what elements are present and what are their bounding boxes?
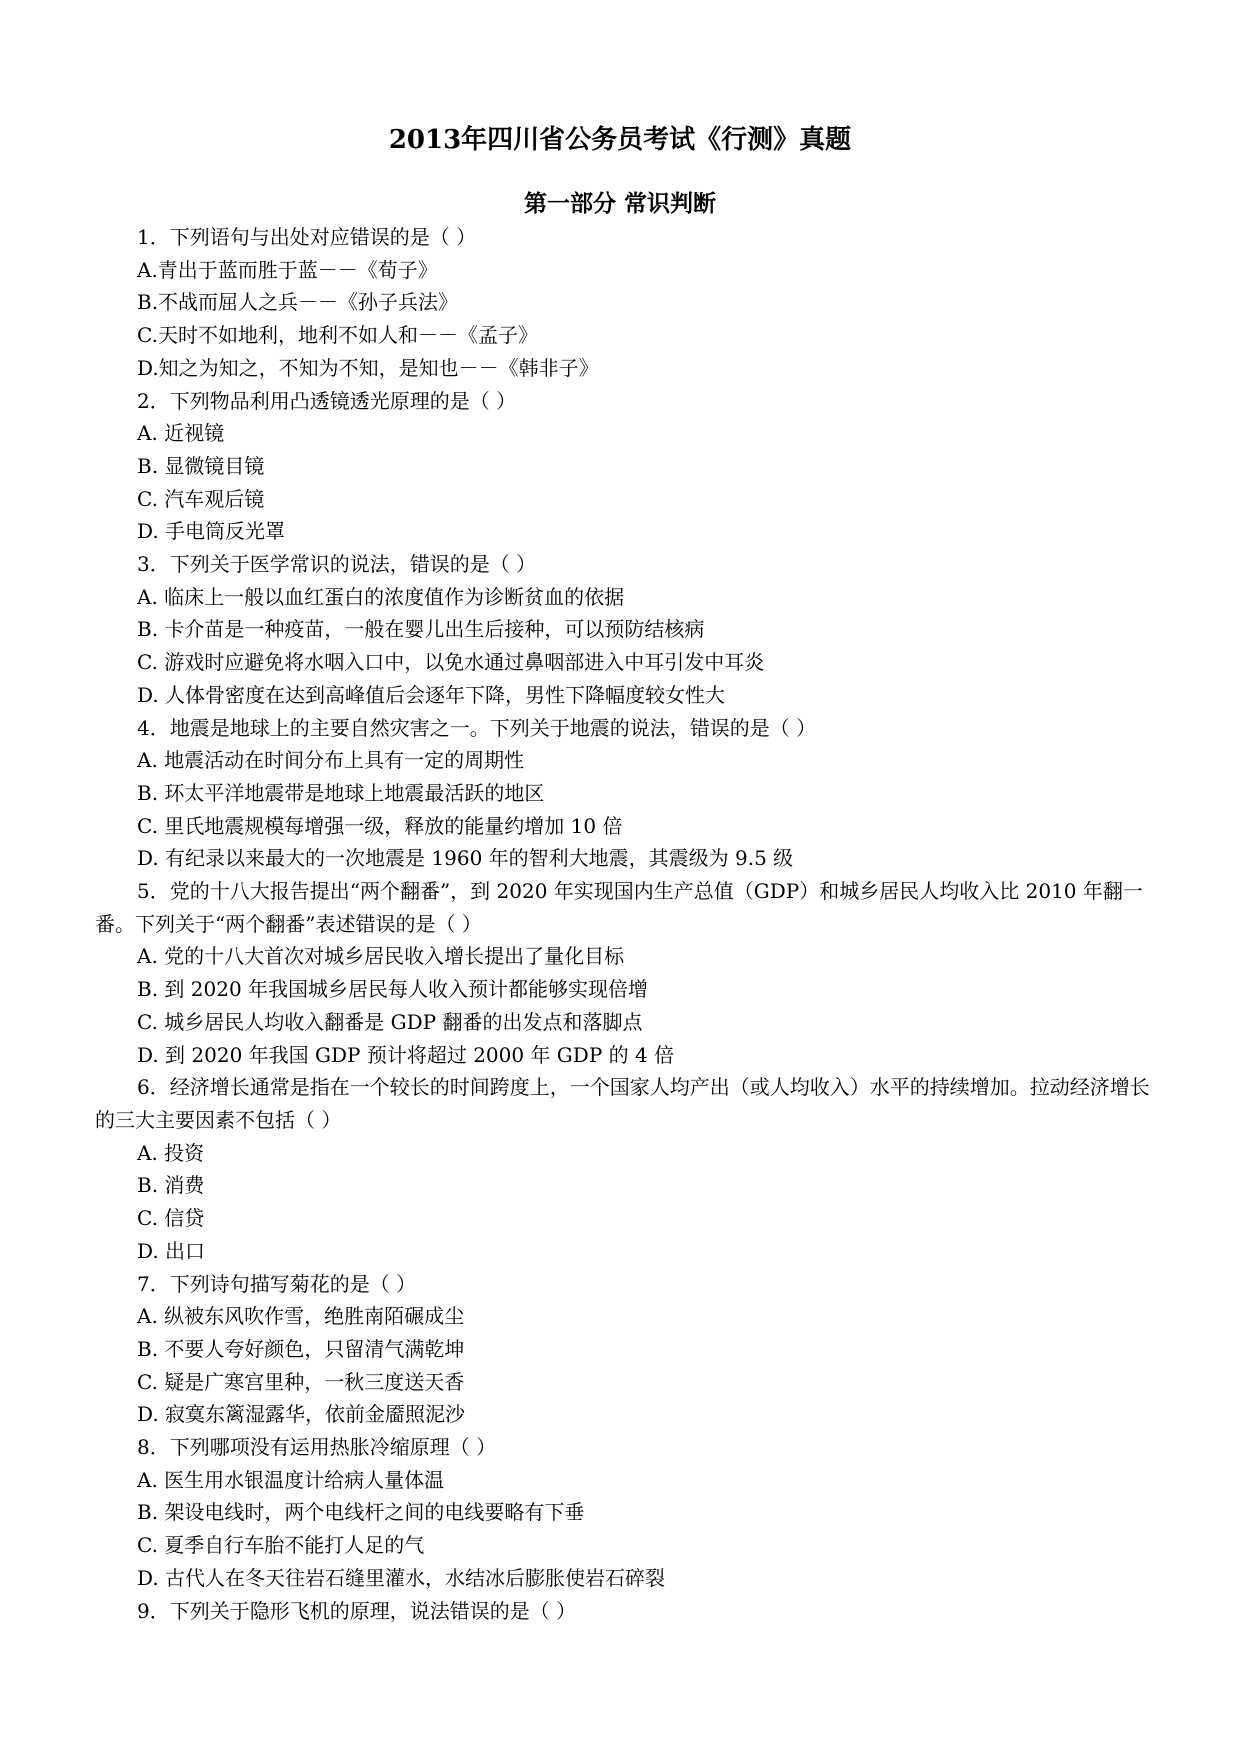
answer-option: A. 地震活动在时间分布上具有一定的周期性 [137,748,525,773]
question-stem: 9．下列关于隐形飞机的原理，说法错误的是（ ） [137,1598,577,1623]
answer-option: B. 架设电线时，两个电线杆之间的电线要略有下垂 [137,1500,585,1525]
document-title: 2013年四川省公务员考试《行测》真题 [388,125,852,155]
answer-option: D. 到 2020 年我国 GDP 预计将超过 2000 年 GDP 的 4 倍 [137,1042,675,1067]
answer-option: A. 投资 [137,1140,205,1165]
question-stem: 2．下列物品利用凸透镜透光原理的是（ ） [137,388,517,413]
answer-option: A.青出于蓝而胜于蓝－－《荀子》 [137,257,438,282]
answer-option: C. 里氏地震规模每增强一级，释放的能量约增加 10 倍 [137,813,623,838]
answer-option: C. 城乡居民人均收入翻番是 GDP 翻番的出发点和落脚点 [137,1009,643,1034]
answer-option: B. 到 2020 年我国城乡居民每人收入预计都能够实现倍增 [137,977,649,1002]
answer-option: A. 医生用水银温度计给病人量体温 [137,1467,445,1492]
question-stem: 1．下列语句与出处对应错误的是（ ） [137,225,477,249]
answer-option: C.天时不如地利，地利不如人和－－《孟子》 [137,323,538,348]
answer-option: D. 人体骨密度在达到高峰值后会逐年下降，男性下降幅度较女性大 [137,682,726,707]
answer-option: D.知之为知之，不知为不知，是知也－－《韩非子》 [137,355,599,380]
answer-option: B. 不要人夸好颜色，只留清气满乾坤 [137,1336,465,1361]
answer-option: D. 出口 [137,1238,206,1263]
section-title: 第一部分 常识判断 [523,190,716,217]
answer-option: C. 夏季自行车胎不能打人足的气 [137,1533,425,1558]
answer-option: B. 环太平洋地震带是地球上地震最活跃的地区 [137,780,545,805]
answer-option: A. 近视镜 [137,421,225,446]
question-stem: 8．下列哪项没有运用热胀冷缩原理（ ） [137,1435,497,1460]
answer-option: D. 有纪录以来最大的一次地震是 1960 年的智利大地震，其震级为 9.5 级 [137,846,794,871]
answer-option: C. 汽车观后镜 [137,486,265,511]
answer-option: C. 游戏时应避免将水咽入口中，以免水通过鼻咽部进入中耳引发中耳炎 [137,650,765,675]
answer-option: D. 古代人在冬天往岩石缝里灌水，水结冰后膨胀使岩石碎裂 [137,1565,666,1590]
answer-option: B.不战而屈人之兵－－《孙子兵法》 [137,290,459,315]
question-list [95,221,1150,1627]
question-stem: 7．下列诗句描写菊花的是（ ） [137,1271,417,1296]
question-stem: 4．地震是地球上的主要自然灾害之一。下列关于地震的说法，错误的是（ ） [137,715,817,740]
answer-option: D. 寂寞东篱湿露华，依前金靥照泥沙 [137,1402,466,1427]
question-stem: 6．经济增长通常是指在一个较长的时间跨度上，一个国家人均产出（或人均收入）水平的持续增加。拉动经济增长的三大主要因素不包括（ ） [95,1075,1150,1132]
answer-option: B. 消费 [137,1173,205,1198]
answer-option: A. 临床上一般以血红蛋白的浓度值作为诊断贫血的依据 [137,584,625,609]
answer-option: C. 信贷 [137,1206,205,1231]
answer-option: A. 纵被东风吹作雪，绝胜南陌碾成尘 [137,1304,465,1329]
question-stem: 5．党的十八大报告提出“两个翻番”，到 2020 年实现国内生产总值（GDP）和城乡居民人均收入比 2010 年翻一番。下列关于“两个翻番”表述错误的是（ ） [95,879,1143,936]
answer-option: C. 疑是广寒宫里种，一秋三度送天香 [137,1369,465,1394]
answer-option: B. 卡介苗是一种疫苗，一般在婴儿出生后接种，可以预防结核病 [137,617,705,642]
answer-option: A. 党的十八大首次对城乡居民收入增长提出了量化目标 [137,944,625,969]
answer-option: B. 显微镜目镜 [137,453,265,478]
question-stem: 3．下列关于医学常识的说法，错误的是（ ） [137,552,537,577]
answer-option: D. 手电筒反光罩 [137,519,286,544]
